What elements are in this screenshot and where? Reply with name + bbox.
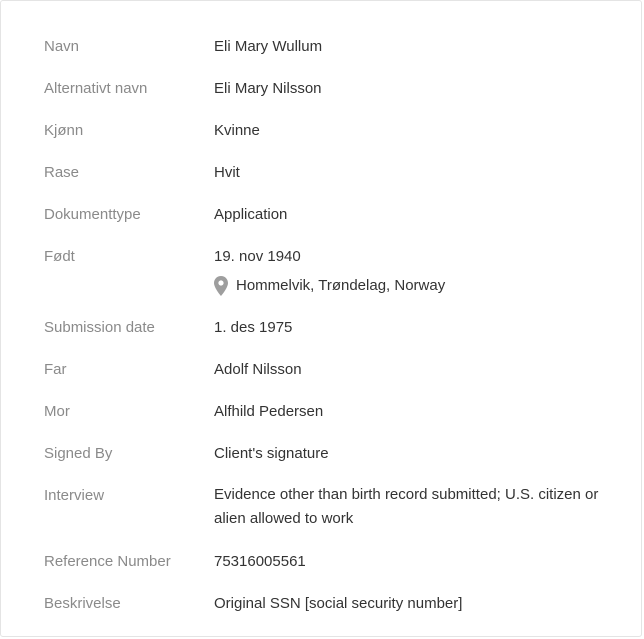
location-pin-icon xyxy=(214,276,228,296)
field-label: Mor xyxy=(44,403,70,420)
field-value: Client's signature xyxy=(214,445,329,462)
field-label: Dokumenttype xyxy=(44,206,141,223)
field-value: 19. nov 1940 xyxy=(214,248,301,265)
field-value: Original SSN [social security number] xyxy=(214,595,463,612)
field-value: Eli Mary Wullum xyxy=(214,38,323,55)
field-label: Navn xyxy=(44,38,80,55)
field-value: Kvinne xyxy=(214,122,260,139)
field-value: Eli Mary Nilsson xyxy=(214,80,322,97)
field-value: Application xyxy=(214,206,288,223)
field-label: Signed By xyxy=(44,445,113,462)
birth-place-text: Hommelvik, Trøndelag, Norway xyxy=(236,277,446,294)
field-value: Evidence other than birth record submitted; U.S. citizen or alien allowed to work xyxy=(214,486,599,527)
field-value: Adolf Nilsson xyxy=(214,361,302,378)
field-label: Submission date xyxy=(44,319,155,336)
field-label: Far xyxy=(44,361,67,378)
field-value: Hvit xyxy=(214,164,240,181)
field-label: Interview xyxy=(44,487,105,504)
field-label: Rase xyxy=(44,164,80,181)
field-label: Alternativt navn xyxy=(44,80,148,97)
field-label: Kjønn xyxy=(44,122,84,139)
birth-place xyxy=(214,275,445,297)
field-value: Alfhild Pedersen xyxy=(214,403,324,420)
field-label: Beskrivelse xyxy=(44,595,121,612)
field-value: 1. des 1975 xyxy=(214,319,293,336)
field-label: Reference Number xyxy=(44,553,171,570)
field-value: 75316005561 xyxy=(214,553,306,570)
field-label: Født xyxy=(44,248,75,265)
